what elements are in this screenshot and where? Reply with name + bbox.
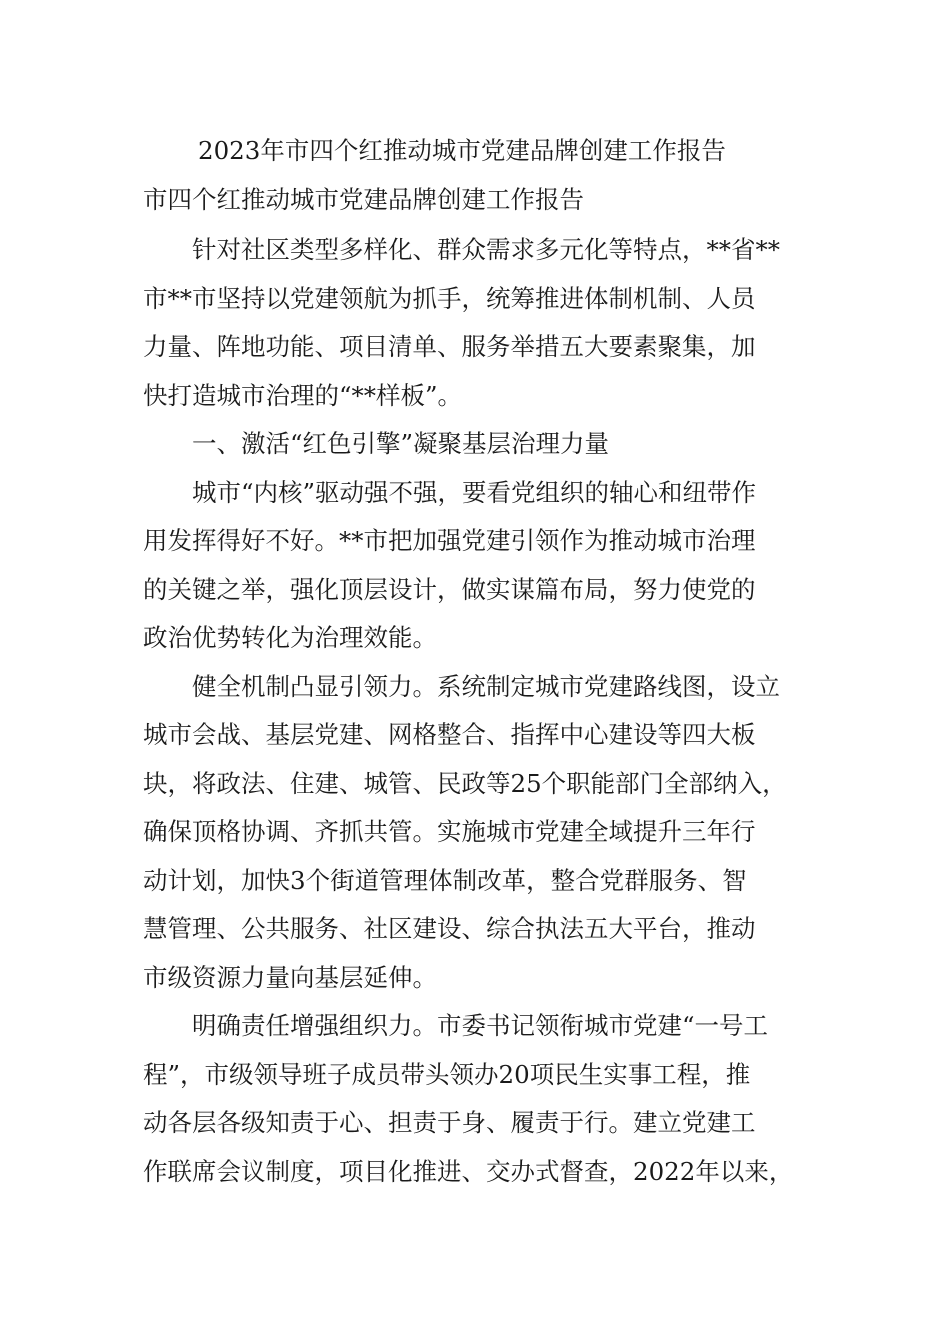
document-title: 2023年市四个红推动城市党建品牌创建工作报告 [198,136,726,165]
intro-paragraph [143,226,808,420]
text-line: 力量、阵地功能、项目清单、服务举措五大要素聚集，加 [143,332,756,361]
document-body [143,128,808,1196]
text-line: 一、激活“红色引擎”凝聚基层治理力量 [192,429,610,458]
text-line: 市**市坚持以党建领航为抓手，统筹推进体制机制、人员 [143,283,756,313]
text-line: 城市会战、基层党建、网格整合、指挥中心建设等四大板 [143,720,756,749]
text-line: 的关键之举，强化顶层设计，做实谋篇布局，努力使党的 [143,574,756,604]
text-line: 明确责任增强组织力。市委书记领衔城市党建“一号工 [192,1011,769,1040]
text-line: 作联席会议制度，项目化推进、交办式督查，2022年以来， [143,1156,794,1186]
text-line: 动计划，加快3个街道管理体制改革，整合党群服务、智 [143,865,747,895]
text-line: 确保顶格协调、齐抓共管。实施城市党建全域提升三年行 [143,817,756,846]
text-line: 针对社区类型多样化、群众需求多元化等特点，**省** [192,235,780,264]
section-heading [143,420,808,469]
text-line: 健全机制凸显引领力。系统制定城市党建路线图，设立 [192,671,780,701]
text-line: 用发挥得好不好。**市把加强党建引领作为推动城市治理 [143,526,756,555]
document-subtitle: 市四个红推动城市党建品牌创建工作报告 [143,185,584,214]
text-line: 慧管理、公共服务、社区建设、综合执法五大平台，推动 [143,914,756,943]
text-line: 动各层各级知责于心、担责于身、履责于行。建立党建工 [143,1108,756,1137]
text-line: 快打造城市治理的“**样板”。 [143,380,463,410]
body-paragraph [143,663,808,1003]
text-line: 市级资源力量向基层延伸。 [143,962,437,992]
text-line: 程”，市级领导班子成员带头领办20项民生实事工程，推 [143,1059,751,1089]
text-line: 城市“内核”驱动强不强，要看党组织的轴心和纽带作 [192,477,757,507]
text-line: 块，将政法、住建、城管、民政等25个职能部门全部纳入， [143,768,787,798]
body-paragraph [143,469,808,663]
text-line: 政治优势转化为治理效能。 [143,623,437,652]
body-paragraph [143,1002,808,1196]
